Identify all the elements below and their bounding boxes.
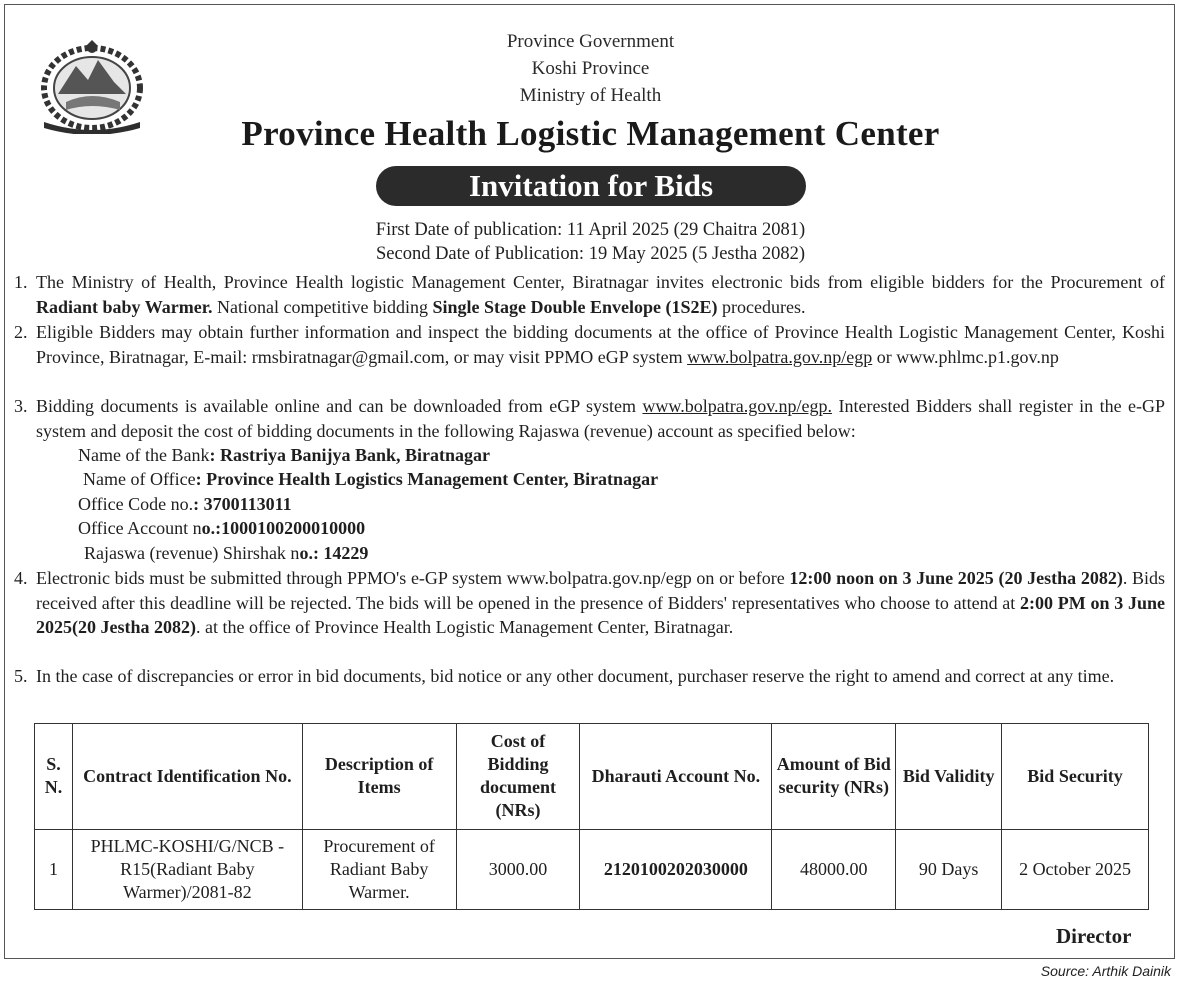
paragraph-1 xyxy=(14,270,1165,319)
paragraph-number: 5. xyxy=(14,666,28,686)
cell-dharauti-account: 2120100202030000 xyxy=(580,829,772,910)
egp-link[interactable]: www.bolpatra.gov.np/egp xyxy=(687,346,873,367)
paragraph-text: In the case of discrepancies or error in bid documents, bid notice or any other document, purchaser reserve the right to amend and correct at any time. xyxy=(36,666,1115,686)
item-name: Radiant baby Warmer. xyxy=(36,296,213,317)
shirshak-value: o.: 14229 xyxy=(299,543,369,563)
bid-table xyxy=(34,723,1149,910)
paragraph-2 xyxy=(14,320,1165,369)
office-name-line xyxy=(83,467,658,492)
cell-cost: 3000.00 xyxy=(456,829,580,910)
office-code-label: Office Code no. xyxy=(78,494,194,514)
office-label: Name of Office xyxy=(83,469,196,489)
paragraph-text: Electronic bids must be submitted through PPMO's e-GP system www.bolpatra.gov.np/egp on or before xyxy=(36,568,790,588)
invitation-banner: Invitation for Bids xyxy=(376,166,806,206)
submission-deadline: 12:00 noon on 3 June 2025 (20 Jestha 2082) xyxy=(789,568,1123,588)
header-province-government: Province Government xyxy=(506,31,675,52)
office-code-value: : 3700113011 xyxy=(193,494,292,514)
second-publication-date: Second Date of Publication: 19 May 2025 (5 Jestha 2082) xyxy=(375,244,806,264)
cell-bid-security: 2 October 2025 xyxy=(1002,829,1149,910)
cell-description: Procurement of Radiant Baby Warmer. xyxy=(302,829,456,910)
paragraph-3 xyxy=(14,394,1165,443)
paragraph-5 xyxy=(14,664,1165,689)
paragraph-text: National competitive bidding xyxy=(212,296,433,317)
column-header: Contract Identification No. xyxy=(72,724,302,830)
paragraph-text: or www.phlmc.p1.gov.np xyxy=(872,346,1059,367)
opening-time: 2:00 PM on 3 June 2025(20 Jestha 2082) xyxy=(36,592,1166,638)
shirshak-label: Rajaswa (revenue) Shirshak n xyxy=(84,543,300,563)
column-header: Bid Security xyxy=(1002,724,1149,830)
paragraph-text: . at the office of Province Health Logistic Management Center, Biratnagar. xyxy=(196,617,734,638)
column-header: Bid Validity xyxy=(896,724,1002,830)
page-title: Province Health Logistic Management Center xyxy=(241,114,940,153)
paragraph-text: Bidding documents is available online and can be downloaded from eGP system xyxy=(36,396,643,416)
table-row xyxy=(35,829,1149,910)
column-header: Description of Items xyxy=(302,724,456,830)
cell-sn: 1 xyxy=(35,829,73,910)
header-koshi-province: Koshi Province xyxy=(531,58,650,79)
egp-link[interactable]: www.bolpatra.gov.np/egp. xyxy=(642,396,833,416)
column-header: S. N. xyxy=(35,724,73,830)
office-account-line xyxy=(78,516,365,541)
paragraph-4 xyxy=(14,566,1165,640)
procedure-type: Single Stage Double Envelope (1S2E) xyxy=(432,296,718,317)
cell-security-amount: 48000.00 xyxy=(772,829,896,910)
source-credit: Source: Arthik Dainik xyxy=(1040,963,1171,979)
paragraph-number: 2. xyxy=(14,322,28,342)
paragraph-text: . Bids received after this deadline will be rejected. The bids will be opened in the presence of Bidders' representatives who choose to attend at xyxy=(36,568,1166,613)
office-code-line xyxy=(78,492,292,517)
paragraph-number: 1. xyxy=(14,272,28,292)
first-publication-date: First Date of publication: 11 April 2025 (29 Chaitra 2081) xyxy=(375,220,806,240)
office-account-value: o.:1000100200010000 xyxy=(201,518,366,538)
shirshak-line xyxy=(84,541,368,566)
office-value: : Province Health Logistics Management Center, Biratnagar xyxy=(195,469,659,489)
bank-name-line xyxy=(78,443,490,468)
signatory: Director xyxy=(1056,924,1132,948)
paragraph-text: Eligible Bidders may obtain further information and inspect the bidding documents at the office of Province Health Logistic Management Center, Koshi Province, Biratnagar, E-mail: rmsbiratnagar@gmail.com, or may visit PPMO eGP system xyxy=(36,322,1165,367)
table-header-row xyxy=(35,724,1149,830)
office-account-label: Office Account n xyxy=(78,518,202,538)
bank-value: : Rastriya Banijya Bank, Biratnagar xyxy=(209,445,490,465)
cell-validity: 90 Days xyxy=(896,829,1002,910)
column-header: Dharauti Account No. xyxy=(580,724,772,830)
paragraph-text: Interested Bidders shall register in the e-GP system and deposit the cost of bidding documents in the following Rajaswa (revenue) account as specified below: xyxy=(36,396,1165,441)
cell-contract-id: PHLMC-KOSHI/G/NCB -R15(Radiant Baby Warmer)/2081-82 xyxy=(72,829,302,910)
header-ministry: Ministry of Health xyxy=(519,85,662,106)
bank-label: Name of the Bank xyxy=(78,445,210,465)
paragraph-number: 3. xyxy=(14,396,28,416)
paragraph-text: The Ministry of Health, Province Health logistic Management Center, Biratnagar invites electronic bids from eligible bidders for the Procurement of xyxy=(36,272,1165,292)
paragraph-number: 4. xyxy=(14,568,28,588)
column-header: Cost of Bidding document (NRs) xyxy=(456,724,580,830)
column-header: Amount of Bid security (NRs) xyxy=(772,724,896,830)
paragraph-text: procedures. xyxy=(717,296,806,317)
